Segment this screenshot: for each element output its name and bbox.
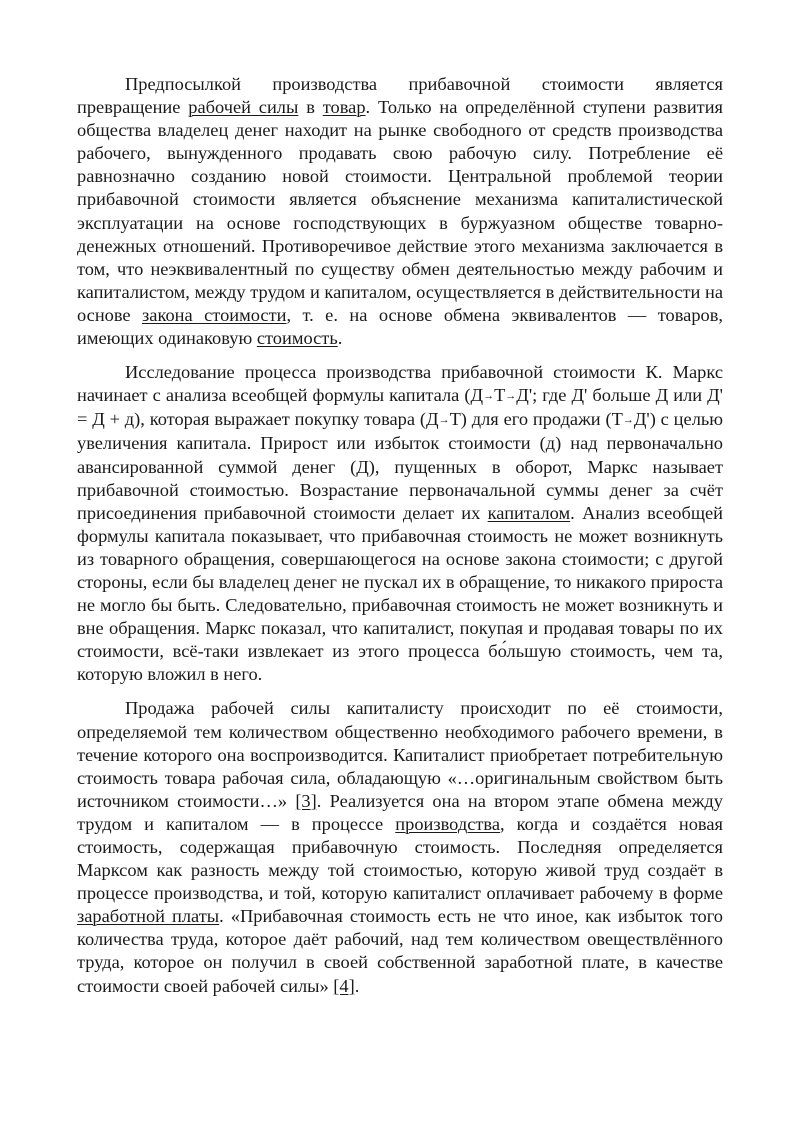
- text-run: Т: [494, 385, 506, 406]
- text-run: Д') с целью увеличения капитала. Прирост или избыток стоимости (д) над первоначально авансированной суммой денег (Д), пущенных в оборот, Маркс называет прибавочной стоимостью. Возрастание первоначальной суммы денег за счёт присоединения прибавочной стоимости делает их: [77, 409, 723, 523]
- paragraph: [77, 361, 723, 686]
- arrow-glyph: →: [483, 390, 495, 403]
- text-run: .: [337, 328, 343, 349]
- arrow-glyph: →: [438, 414, 450, 427]
- inline-link[interactable]: заработной платы: [77, 906, 220, 927]
- text-run: Д'; где Д' больше Д или Д' = Д + д), которая выражает покупку товара (Д: [77, 385, 723, 430]
- document-body: [77, 73, 723, 1009]
- text-run: , т. е. на основе обмена эквивалентов — товаров, имеющих одинаковую: [77, 304, 723, 349]
- paragraph: [77, 73, 723, 350]
- inline-link[interactable]: [3]: [295, 790, 317, 811]
- inline-link[interactable]: капиталом: [487, 502, 571, 523]
- text-run: в: [298, 97, 323, 118]
- text-run: Исследование процесса производства прибавочной стоимости К. Маркс начинает с анализа всеобщей формулы капитала (Д: [77, 362, 723, 406]
- text-run: Продажа рабочей силы капиталисту происходит по её стоимости, определяемой тем количеством общественно необходимого рабочего времени, в течение которого она воспроизводится. Капиталист приобретает потребительную стоимость товара рабочая сила, обладающую «…оригинальным свойством быть источником стоимости…»: [77, 698, 723, 811]
- inline-link[interactable]: закона стоимости: [142, 304, 287, 325]
- text-run: . Только на определённой ступени развития общества владелец денег находит на рынке свободного от средств производства рабочего, вынужденного продавать свою рабочую силу. Потребление её равнозначно созданию новой стоимости. Центральной проблемой теории прибавочной стоимости является объяснение механизма капиталистической эксплуатации на основе господствующих в буржуазном обществе товарно-денежных отношений. Противоречивое действие этого механизма заключается в том, что неэквивалентный по существу обмен деятельностью между рабочим и капиталистом, между трудом и капиталом, осуществляется в действительности на основе: [77, 97, 723, 325]
- inline-link[interactable]: производства: [395, 813, 501, 834]
- arrow-glyph: →: [505, 390, 517, 403]
- arrow-glyph: →: [622, 414, 634, 427]
- inline-link[interactable]: стоимость: [256, 328, 338, 349]
- inline-link[interactable]: [4]: [333, 975, 355, 996]
- paragraph: [77, 697, 723, 997]
- text-run: . Реализуется она на втором этапе обмена между трудом и капиталом — в процессе: [77, 790, 723, 834]
- text-run: . Анализ всеобщей формулы капитала показывает, что прибавочная стоимость не может возникнуть из товарного обращения, совершающегося на основе закона стоимости; с другой стороны, если бы владелец денег не пускал их в обращение, то никакого прироста не могло бы быть. Следовательно, прибавочная стоимость не может возникнуть и вне обращения. Маркс показал, что капиталист, покупая и продавая товары по их стоимости, всё-таки извлекает из этого процесса бо́льшую стоимость, чем та, которую вложил в него.: [77, 502, 723, 685]
- text-run: Т) для его продажи (Т: [449, 409, 623, 430]
- text-run: . «Прибавочная стоимость есть не что иное, как избыток того количества труда, которое даёт рабочий, над тем количеством овеществлённого труда, которое он получил в своей собственной заработной плате, в качестве стоимости своей рабочей силы»: [77, 906, 723, 996]
- text-run: Предпосылкой производства прибавочной стоимости является превращение: [77, 74, 723, 118]
- inline-link[interactable]: товар: [322, 97, 366, 118]
- text-run: , когда и создаётся новая стоимость, содержащая прибавочную стоимость. Последняя определяется Марксом как разность между той стоимостью, которую живой труд создаёт в процессе производства, и той, которую капиталист оплачивает рабочему в форме: [77, 813, 723, 904]
- inline-link[interactable]: рабочей силы: [188, 97, 299, 118]
- text-run: .: [354, 975, 360, 996]
